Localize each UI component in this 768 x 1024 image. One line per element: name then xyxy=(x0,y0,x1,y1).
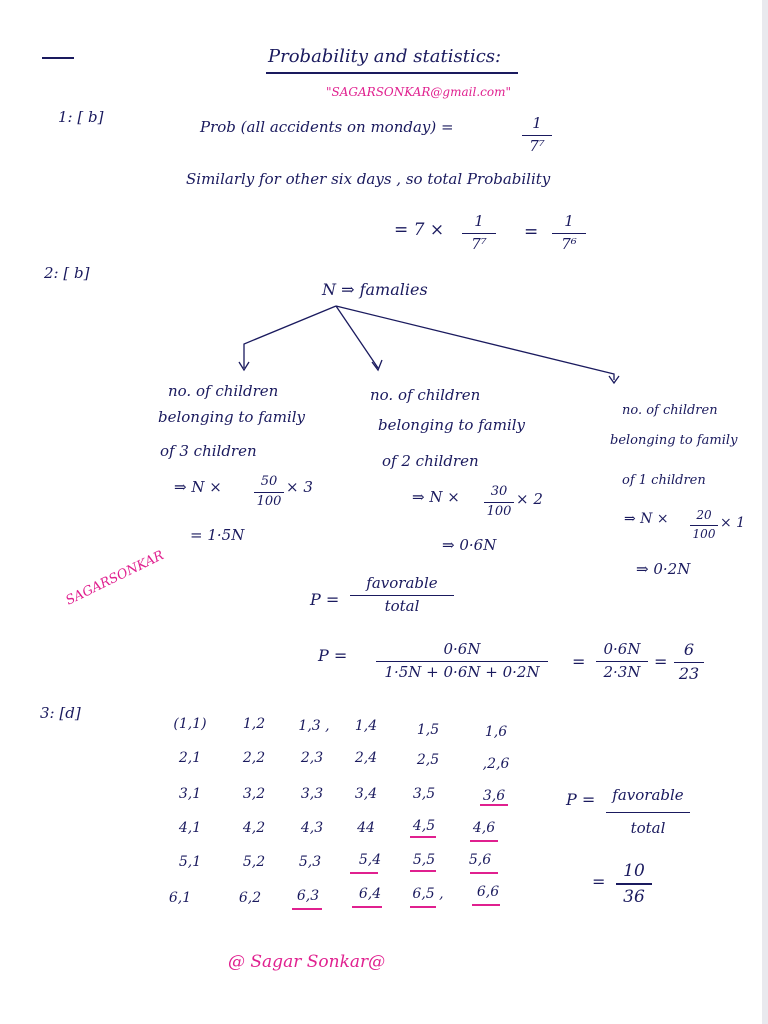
branch2-calc-fraction xyxy=(484,484,514,521)
q3-label: 3: [d] xyxy=(40,704,81,722)
author-email: "SAGARSONKAR@gmail.com" xyxy=(326,85,511,99)
grid-cell-6-2: 6,2 xyxy=(238,890,262,906)
q1-frac3-den: 7⁶ xyxy=(561,235,577,253)
favorable-underline xyxy=(470,872,498,874)
grid-cell-2-1: 2,1 xyxy=(178,750,202,766)
branch1-line3: of 3 children xyxy=(160,442,257,460)
grid-cell-3-3: 3,3 xyxy=(300,786,324,802)
grid-cell-4-1: 4,1 xyxy=(178,820,202,836)
q2-p-calc-fraction-2 xyxy=(596,640,648,683)
grid-cell-6-3: 6,3 xyxy=(296,888,320,904)
branch1-calc-num: 50 xyxy=(260,474,278,489)
branch3-calc-fraction xyxy=(690,508,718,543)
q2-p-def-fraction xyxy=(350,574,454,617)
grid-cell-3-6: 3,6 xyxy=(482,788,506,804)
favorable-underline xyxy=(472,904,500,906)
branch1-line2: belonging to family xyxy=(158,408,306,426)
grid-cell-5-5: 5,5 xyxy=(412,852,436,868)
branch3-result: ⇒ 0·2N xyxy=(636,560,691,578)
q3-p-def-fraction xyxy=(606,786,690,839)
branch3-calc-prefix: ⇒ N × xyxy=(624,511,669,527)
grid-cell-1-4: 1,4 xyxy=(354,718,378,734)
branch2-line3: of 2 children xyxy=(382,452,479,470)
q1-line3-prefix: = 7 × xyxy=(394,220,445,240)
q1-equals: = xyxy=(524,222,539,242)
grid-cell-1-1: (1,1) xyxy=(173,716,207,732)
branch1-calc-fraction xyxy=(254,474,284,511)
grid-cell-3-2: 3,2 xyxy=(242,786,266,802)
q2-p-calc-num2: 0·6N xyxy=(603,640,641,658)
branch2-line2: belonging to family xyxy=(378,416,526,434)
grid-cell-6-4: 6,4 xyxy=(358,886,382,902)
q1-frac3-num: 1 xyxy=(564,212,574,230)
q2-p-calc-num3: 6 xyxy=(683,640,695,659)
family-tree-diagram xyxy=(0,0,768,400)
favorable-underline xyxy=(410,906,436,908)
q2-p-calc-lhs: P = xyxy=(318,646,348,665)
q3-p-lhs: P = xyxy=(566,790,596,809)
grid-cell-1-3: 1,3 , xyxy=(298,718,330,734)
branch3-line1: no. of children xyxy=(622,403,718,418)
branch2-line1: no. of children xyxy=(370,386,481,404)
grid-cell-6-5: 6,5 , xyxy=(412,886,444,902)
q2-p-def-num: favorable xyxy=(366,574,438,592)
grid-cell-6-6: 6,6 xyxy=(476,884,500,900)
grid-cell-1-2: 1,2 xyxy=(242,716,266,732)
branch3-line2: belonging to family xyxy=(610,433,738,448)
branch1-calc-prefix: ⇒ N × xyxy=(174,478,222,496)
grid-cell-5-2: 5,2 xyxy=(242,854,266,870)
favorable-underline xyxy=(410,836,436,838)
favorable-underline xyxy=(480,804,508,806)
q3-p-def-num: favorable xyxy=(612,786,684,804)
q3-result-eq: = xyxy=(592,872,606,891)
q2-p-calc-eq1: = xyxy=(572,652,586,671)
q2-label: 2: [ b] xyxy=(44,264,90,282)
branch3-calc-num: 20 xyxy=(696,508,712,522)
q2-p-calc-fraction-3 xyxy=(674,640,704,685)
branch1-line1: no. of children xyxy=(168,382,279,400)
grid-cell-3-4: 3,4 xyxy=(354,786,378,802)
q2-p-calc-den: 1·5N + 0·6N + 0·2N xyxy=(384,663,540,681)
q1-frac2-den: 7⁷ xyxy=(471,235,487,253)
q3-result-num: 10 xyxy=(623,861,645,881)
grid-cell-3-5: 3,5 xyxy=(412,786,436,802)
q2-root: N ⇒ famalies xyxy=(322,280,428,299)
branch2-result: ⇒ 0·6N xyxy=(442,536,497,554)
grid-cell-4-4: 44 xyxy=(357,820,375,836)
q2-p-def-den: total xyxy=(384,597,420,615)
favorable-underline xyxy=(470,840,498,842)
page-title: Probability and statistics: xyxy=(268,46,502,67)
q1-line1: Prob (all accidents on monday) = xyxy=(200,118,454,136)
grid-cell-5-4: 5,4 xyxy=(358,852,382,868)
grid-cell-1-5: 1,5 xyxy=(416,722,440,738)
branch2-calc-num: 30 xyxy=(490,484,508,499)
q1-frac1-den: 7⁷ xyxy=(529,137,545,155)
branch3-calc-suffix: × 1 xyxy=(720,515,746,531)
q3-result-den: 36 xyxy=(623,886,645,907)
q1-frac2-num: 1 xyxy=(474,212,484,230)
favorable-underline xyxy=(352,906,382,908)
grid-cell-4-5: 4,5 xyxy=(412,818,436,834)
q3-p-def-den: total xyxy=(630,819,666,837)
favorable-underline xyxy=(292,908,322,910)
q2-p-calc-den3: 23 xyxy=(678,664,700,684)
grid-cell-4-3: 4,3 xyxy=(300,820,324,836)
q2-p-calc-num: 0·6N xyxy=(443,640,481,658)
author-signature: @ Sagar Sonkar@ xyxy=(228,952,386,972)
branch2-calc-suffix: × 2 xyxy=(516,490,543,508)
grid-cell-2-5: 2,5 xyxy=(416,752,440,768)
q1-frac1-num: 1 xyxy=(532,114,542,132)
grid-cell-5-1: 5,1 xyxy=(178,854,202,870)
branch1-calc-suffix: × 3 xyxy=(286,478,313,496)
grid-cell-2-3: 2,3 xyxy=(300,750,324,766)
q2-p-calc-den2: 2·3N xyxy=(603,663,641,681)
grid-cell-1-6: 1,6 xyxy=(484,724,508,740)
branch1-calc-den: 100 xyxy=(256,494,282,510)
q1-line2: Similarly for other six days , so total Probability xyxy=(186,170,551,188)
branch1-result: = 1·5N xyxy=(190,526,245,544)
branch3-line3: of 1 children xyxy=(622,473,706,488)
q2-p-lhs: P = xyxy=(310,590,340,609)
grid-cell-5-6: 5,6 xyxy=(468,852,492,868)
grid-cell-4-6: 4,6 xyxy=(472,820,496,836)
favorable-underline xyxy=(410,870,436,872)
q1-label: 1: [ b] xyxy=(58,108,104,126)
grid-cell-4-2: 4,2 xyxy=(242,820,266,836)
grid-cell-2-2: 2,2 xyxy=(242,750,266,766)
grid-cell-3-1: 3,1 xyxy=(178,786,202,802)
q2-p-calc-fraction xyxy=(376,640,548,683)
branch2-calc-prefix: ⇒ N × xyxy=(412,488,460,506)
grid-cell-5-3: 5,3 xyxy=(298,854,322,870)
grid-cell-2-6: ,2,6 xyxy=(482,756,510,772)
grid-cell-2-4: 2,4 xyxy=(354,750,378,766)
q3-result-fraction xyxy=(616,860,652,908)
watermark: SAGARSONKAR xyxy=(63,548,167,609)
q2-p-calc-eq2: = xyxy=(654,652,668,671)
grid-cell-6-1: 6,1 xyxy=(168,890,192,906)
branch3-calc-den: 100 xyxy=(692,527,716,542)
favorable-underline xyxy=(350,872,378,874)
branch2-calc-den: 100 xyxy=(486,504,512,520)
